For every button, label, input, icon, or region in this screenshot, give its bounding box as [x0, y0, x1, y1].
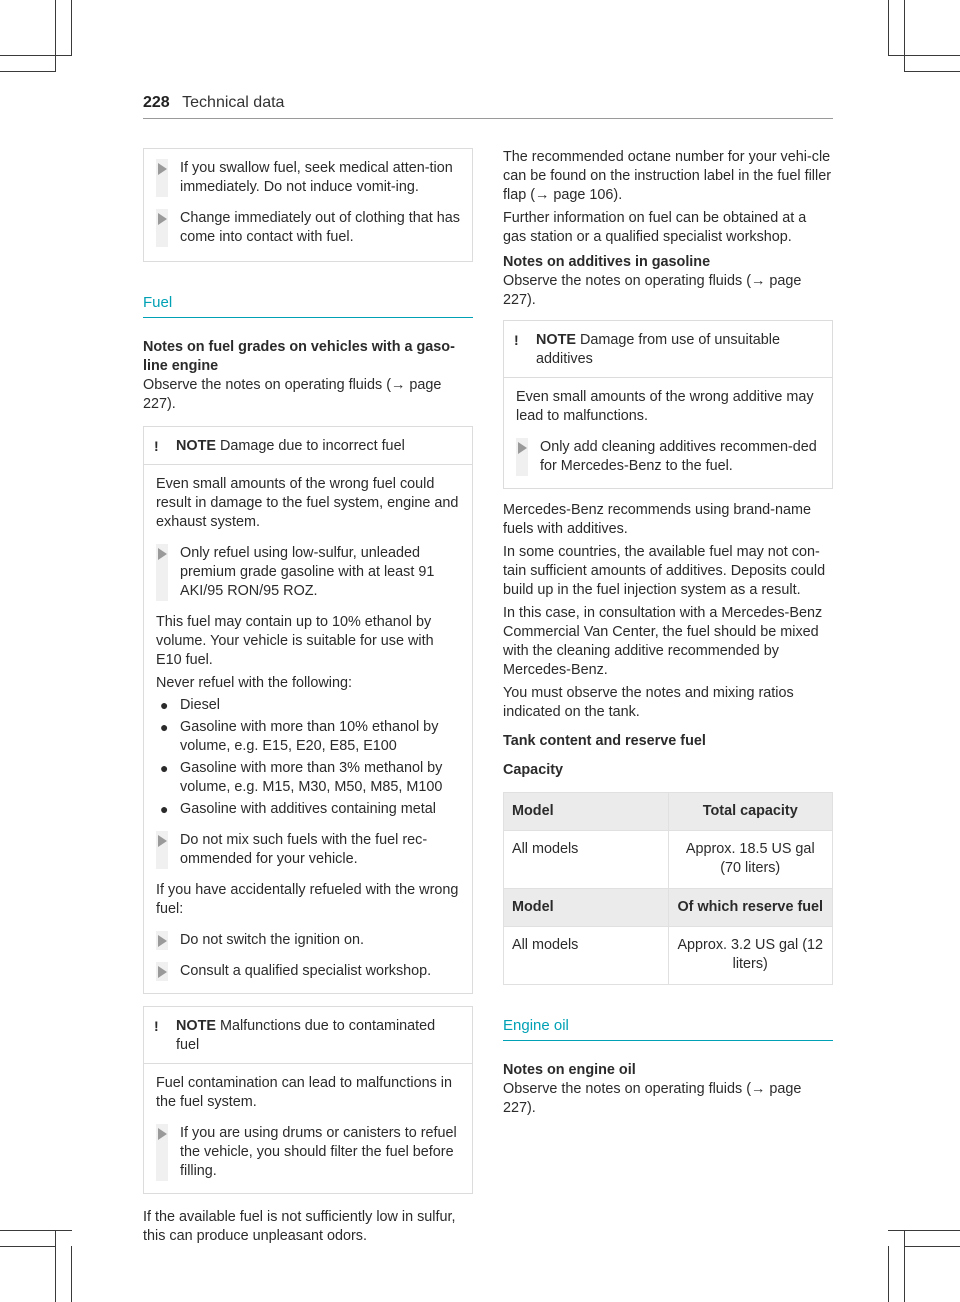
left-column	[143, 148, 473, 1246]
note-body	[144, 1064, 472, 1193]
step-text: Do not switch the ignition on.	[180, 932, 364, 948]
page-number: 228	[143, 94, 170, 111]
table-header-cell: Of which reserve fuel	[668, 889, 833, 927]
note-header	[144, 427, 472, 465]
paragraph: Mercedes-Benz recommends using brand-name fuels with additives.	[503, 502, 811, 537]
step-text: Change immediately out of clothing that has come into contact with fuel.	[180, 210, 460, 245]
paragraph: If you have accidentally refueled with the wrong fuel:	[156, 882, 459, 917]
section-title-engine-oil: Engine oil	[503, 1017, 833, 1041]
warning-icon: !	[154, 438, 159, 454]
paragraph: In some countries, the available fuel may not con-tain sufficient amounts of additives. Deposits could build up in the fuel injection system as a result.	[503, 544, 826, 598]
arrow-icon	[156, 931, 168, 950]
bullet-icon: ●	[160, 719, 169, 735]
step-item	[516, 438, 822, 476]
crop-mark	[0, 1230, 72, 1231]
paragraph: If the available fuel is not sufficiently low in sulfur, this can produce unpleasant odors.	[143, 1209, 456, 1244]
paragraph: The recommended octane number for your vehi-cle can be found on the instruction label in the fuel filler flap (→ page 106).	[503, 149, 831, 203]
crop-mark	[0, 71, 56, 72]
table-header-cell: Model	[504, 793, 669, 831]
list-item	[156, 696, 462, 715]
crop-mark	[904, 0, 905, 72]
note-title: Damage due to incorrect fuel	[219, 438, 405, 454]
arrow-icon	[516, 438, 528, 476]
arrow-icon	[156, 831, 168, 869]
paragraph: In this case, in consultation with a Mercedes-Benz Commercial Van Center, the fuel should be mixed with the cleaning additive recommended by Mercedes-Benz.	[503, 605, 823, 678]
list-item-text: Gasoline with additives containing metal	[180, 801, 436, 817]
step-text: If you are using drums or canisters to refuel the vehicle, you should filter the fuel before filling.	[180, 1125, 457, 1179]
note-box	[143, 426, 473, 994]
table-cell: All models	[504, 831, 669, 889]
paragraph: This fuel may contain up to 10% ethanol by volume. Your vehicle is suitable for use with E10 fuel.	[156, 614, 434, 668]
list-item-text: Gasoline with more than 10% ethanol by volume, e.g. E15, E20, E85, E100	[180, 719, 439, 754]
list-item	[156, 800, 462, 819]
crop-mark	[888, 0, 889, 56]
heading-tank-content: Tank content and reserve fuel	[503, 733, 706, 749]
table-cell: All models	[504, 927, 669, 985]
step-text: Consult a qualified specialist workshop.	[180, 963, 432, 979]
heading-engine-oil: Notes on engine oil	[503, 1062, 636, 1078]
right-column	[503, 148, 833, 1118]
crop-mark	[55, 0, 56, 72]
step-item	[156, 831, 462, 869]
step-item	[156, 544, 462, 601]
note-title: Damage from use of unsuitable additives	[536, 332, 780, 367]
step-text: Only add cleaning additives recommen-ded for Mercedes-Benz to the fuel.	[540, 439, 817, 474]
heading-capacity: Capacity	[503, 762, 563, 778]
crop-mark	[71, 0, 72, 56]
bullet-icon: ●	[160, 801, 169, 817]
step-item	[156, 159, 462, 197]
paragraph: Fuel contamination can lead to malfunctions in the fuel system.	[156, 1075, 452, 1110]
paragraph: Even small amounts of the wrong fuel could result in damage to the fuel system, engine and exhaust system.	[156, 476, 459, 530]
crop-mark	[55, 1230, 56, 1302]
crop-mark	[888, 55, 960, 56]
note-header	[144, 1007, 472, 1064]
table-header-row	[504, 889, 833, 927]
note-header	[504, 321, 832, 378]
page-header	[143, 94, 833, 119]
table-cell: Approx. 18.5 US gal (70 liters)	[668, 831, 833, 889]
arrow-icon	[156, 1124, 168, 1181]
list-item-text: Diesel	[180, 697, 220, 713]
step-text: If you swallow fuel, seek medical atten-tion immediately. Do not induce vomit-ing.	[180, 160, 453, 195]
list-item	[156, 718, 462, 756]
list-item	[156, 759, 462, 797]
note-body	[504, 378, 832, 488]
note-body	[144, 465, 472, 993]
table-row	[504, 927, 833, 985]
list-item-text: Gasoline with more than 3% methanol by volume, e.g. M15, M30, M50, M85, M100	[180, 760, 443, 795]
table-header-cell: Model	[504, 889, 669, 927]
crop-mark	[71, 1246, 72, 1302]
table-header-row	[504, 793, 833, 831]
bullet-icon: ●	[160, 697, 169, 713]
crop-mark	[0, 1246, 56, 1247]
step-text: Only refuel using low-sulfur, unleaded premium grade gasoline with at least 91 AKI/95 RON/95 ROZ.	[180, 545, 435, 599]
safety-box	[143, 148, 473, 262]
step-item	[156, 962, 462, 981]
heading-additives: Notes on additives in gasoline	[503, 254, 711, 270]
section-title-fuel: Fuel	[143, 294, 473, 318]
crop-mark	[0, 55, 72, 56]
warning-icon: !	[514, 332, 519, 348]
paragraph: You must observe the notes and mixing ratios indicated on the tank.	[503, 685, 794, 720]
note-box	[503, 320, 833, 489]
crop-mark	[888, 1230, 960, 1231]
table-row	[504, 831, 833, 889]
crop-mark	[904, 1230, 905, 1302]
paragraph: Even small amounts of the wrong additive may lead to malfunctions.	[516, 389, 814, 424]
note-label: NOTE	[176, 1018, 216, 1034]
paragraph: Observe the notes on operating fluids (→ page 227).	[503, 1081, 802, 1116]
arrow-icon	[156, 209, 168, 247]
step-text: Do not mix such fuels with the fuel rec-ommended for your vehicle.	[180, 832, 428, 867]
note-label: NOTE	[176, 438, 216, 454]
warning-icon: !	[154, 1018, 159, 1034]
table-header-cell: Total capacity	[668, 793, 833, 831]
arrow-icon	[156, 962, 168, 981]
arrow-icon	[156, 544, 168, 601]
step-item	[156, 209, 462, 247]
paragraph: Observe the notes on operating fluids (→ page 227).	[143, 377, 442, 412]
note-box	[143, 1006, 473, 1194]
note-title: Malfunctions due to contaminated fuel	[176, 1018, 436, 1053]
heading-fuel-grades: Notes on fuel grades on vehicles with a gaso-line engine	[143, 339, 455, 374]
note-label: NOTE	[536, 332, 576, 348]
crop-mark	[888, 1246, 889, 1302]
crop-mark	[904, 1246, 960, 1247]
crop-mark	[904, 71, 960, 72]
bullet-icon: ●	[160, 760, 169, 776]
table-cell: Approx. 3.2 US gal (12 liters)	[668, 927, 833, 985]
paragraph: Never refuel with the following:	[156, 675, 352, 691]
step-item	[156, 1124, 462, 1181]
page-title: Technical data	[182, 94, 285, 111]
arrow-icon	[156, 159, 168, 197]
paragraph: Observe the notes on operating fluids (→ page 227).	[503, 273, 802, 308]
capacity-table	[503, 792, 833, 985]
step-item	[156, 931, 462, 950]
paragraph: Further information on fuel can be obtained at a gas station or a qualified specialist workshop.	[503, 210, 807, 245]
